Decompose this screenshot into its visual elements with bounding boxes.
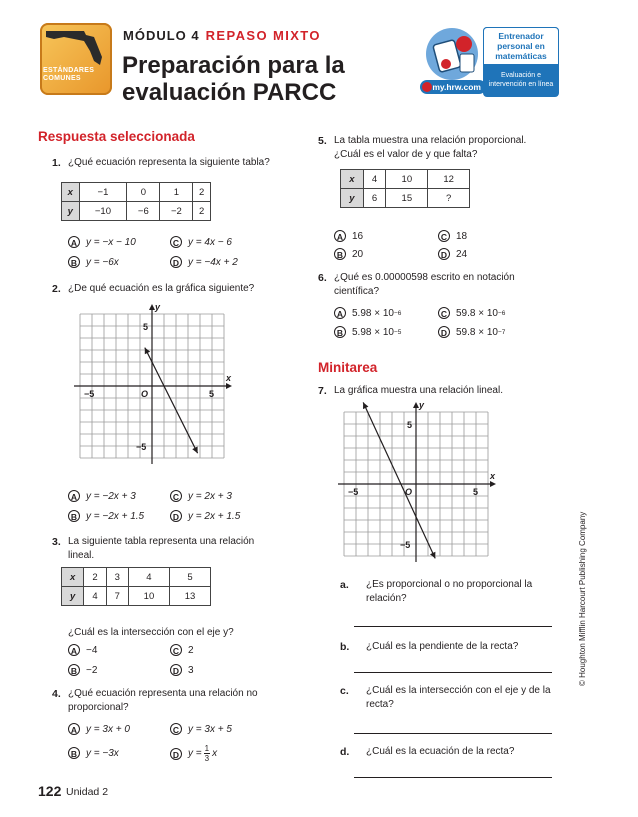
q3-cell: 3: [106, 568, 128, 587]
option-text: 5.98 × 10: [352, 326, 394, 338]
option-text: y = −6x: [86, 256, 119, 268]
x-axis-arrow: [490, 481, 496, 487]
q7d-text: ¿Cuál es la ecuación de la recta?: [366, 746, 515, 757]
q1-cell: 1: [160, 183, 193, 202]
option-text: y = 3x + 5: [188, 723, 232, 735]
trainer-title-3: matemáticas: [495, 51, 547, 61]
q6-option-c[interactable]: C 59.8 × 10 −6: [438, 307, 505, 319]
origin-label: O: [141, 389, 149, 399]
q3-question: ¿Cuál es la intersección con el eje y?: [68, 627, 234, 638]
q7b-text: ¿Cuál es la pendiente de la recta?: [366, 641, 519, 652]
x-axis-label: x: [226, 373, 232, 383]
q6-text: ¿Qué es 0.00000598 escrito en notación científica?: [334, 272, 515, 297]
q2-option-d[interactable]: D y = 2x + 1.5: [170, 510, 240, 522]
option-text: y = −2x + 3: [86, 490, 136, 502]
q1-table: [61, 182, 211, 221]
title-line-1: Preparación para la: [122, 52, 345, 79]
q3-option-c[interactable]: C 2: [170, 644, 194, 656]
q4-number: 4.: [52, 688, 61, 700]
q1-cell: −6: [127, 202, 160, 221]
q5-text: La tabla muestra una relación proporcional. ¿Cuál es el valor de y que falta?: [334, 135, 527, 160]
y-tick-neg5: −5: [136, 442, 147, 452]
q3-table-x-header: x: [62, 568, 84, 587]
section-title-minitarea: Minitarea: [318, 360, 378, 375]
q1-text: ¿Qué ecuación representa la siguiente tabla?: [68, 157, 270, 168]
q3-cell: 5: [169, 568, 210, 587]
q3-cell: 7: [106, 587, 128, 606]
q4-option-b[interactable]: B y = −3x: [68, 747, 119, 759]
math-trainer-illustration-icon: [424, 24, 484, 82]
hrw-link[interactable]: [420, 80, 486, 94]
q2-option-a[interactable]: A y = −2x + 3: [68, 490, 136, 502]
common-standards-logo: [40, 23, 112, 95]
y-tick-5: 5: [143, 322, 149, 332]
q5-table-y-header: y: [341, 189, 364, 208]
option-text: 24: [456, 248, 468, 260]
q1-cell: −2: [160, 202, 193, 221]
option-text: −4: [86, 644, 98, 656]
option-text: 16: [352, 230, 364, 242]
module-number: MÓDULO 4: [123, 28, 200, 43]
trainer-box: [483, 27, 559, 97]
option-text: y = −4x + 2: [188, 256, 238, 268]
option-text: 18: [456, 230, 468, 242]
copyright-notice: © Houghton Mifflin Harcourt Publishing Company: [578, 511, 587, 686]
q1-table-x-header: x: [62, 183, 80, 202]
q5-option-a[interactable]: A 16: [334, 230, 363, 242]
q5-number: 5.: [318, 135, 327, 147]
q3-table-y-header: y: [62, 587, 84, 606]
q7a-letter: a.: [340, 579, 349, 591]
q3-cell: 4: [84, 587, 106, 606]
x-tick-5: 5: [473, 487, 479, 497]
q1-option-b[interactable]: B y = −6x: [68, 256, 119, 268]
q7c-answer-line[interactable]: [354, 733, 552, 734]
q1-number: 1.: [52, 157, 61, 169]
trainer-title-1: Entrenador: [498, 31, 544, 41]
option-text: y = −x − 10: [86, 236, 136, 248]
q2-text: ¿De qué ecuación es la gráfica siguiente?: [68, 283, 255, 294]
option-text: y =: [188, 748, 202, 759]
option-text: y = 3x + 0: [86, 723, 130, 735]
q5-option-b[interactable]: B 20: [334, 248, 363, 260]
q2-option-b[interactable]: B y = −2x + 1.5: [68, 510, 144, 522]
q5-cell: 15: [386, 189, 428, 208]
option-text: 20: [352, 248, 364, 260]
origin-label: O: [405, 487, 413, 497]
q3-option-d[interactable]: D 3: [170, 664, 194, 676]
logo-label-1: ESTÁNDARES: [43, 67, 95, 74]
option-text: 59.8 × 10: [456, 326, 498, 338]
q7d-answer-line[interactable]: [354, 777, 552, 778]
hrw-logo-icon: [422, 82, 432, 92]
q5-option-c[interactable]: C 18: [438, 230, 467, 242]
hrw-site-label: my.hrw.com: [432, 82, 481, 92]
unit-label: Unidad 2: [66, 786, 109, 798]
q3-table: [61, 567, 211, 606]
option-text: y = 4x − 6: [188, 236, 232, 248]
q7-graph: [330, 398, 504, 574]
y-tick-neg5: −5: [400, 540, 411, 550]
q3-cell: 2: [84, 568, 106, 587]
q7a-text: ¿Es proporcional o no proporcional la relación?: [366, 579, 533, 604]
option-text: y = −2x + 1.5: [86, 510, 145, 522]
q1-cell: 0: [127, 183, 160, 202]
q4-option-d[interactable]: D y = $\frac{1}{3}$ x: [170, 744, 217, 763]
q3-option-b[interactable]: B −2: [68, 664, 97, 676]
graph-line: [363, 402, 435, 558]
q1-cell: −1: [79, 183, 127, 202]
q3-option-a[interactable]: A −4: [68, 644, 97, 656]
q7c-letter: c.: [340, 685, 349, 697]
q1-cell: 2: [193, 202, 211, 221]
q4-option-a[interactable]: A y = 3x + 0: [68, 723, 130, 735]
q1-cell: 2: [193, 183, 211, 202]
q4-option-c[interactable]: C y = 3x + 5: [170, 723, 232, 735]
q7b-letter: b.: [340, 641, 350, 653]
q3-number: 3.: [52, 536, 61, 548]
q5-cell: 4: [363, 170, 386, 189]
q5-table-x-header: x: [341, 170, 364, 189]
q2-option-c[interactable]: C y = 2x + 3: [170, 490, 232, 502]
q1-cell: −10: [79, 202, 127, 221]
x-tick-5: 5: [209, 389, 215, 399]
q3-cell: 4: [128, 568, 169, 587]
q7-text: La gráfica muestra una relación lineal.: [334, 385, 503, 396]
page-number: 122: [38, 783, 62, 799]
page-title: [122, 52, 345, 106]
q6-option-a[interactable]: A 5.98 × 10 −6: [334, 307, 401, 319]
x-tick-neg5: −5: [84, 389, 95, 399]
q7b-answer-line[interactable]: [354, 672, 552, 673]
trainer-sub-2: intervención en línea: [488, 81, 554, 88]
option-text: −2: [86, 664, 98, 676]
option-text: 2: [188, 644, 194, 656]
x-axis-label: x: [490, 471, 496, 481]
q5-cell: ?: [428, 189, 470, 208]
q5-table: [340, 169, 470, 208]
trainer-sub-1: Evaluación e: [500, 72, 542, 79]
q1-option-a[interactable]: A y = −x − 10: [68, 236, 136, 248]
option-text: y = 2x + 1.5: [188, 510, 241, 522]
title-line-2: evaluación PARCC: [122, 79, 337, 106]
q7-number: 7.: [318, 385, 327, 397]
option-text: y = −3x: [86, 747, 119, 759]
graph-line: [145, 348, 198, 454]
x-tick-neg5: −5: [348, 487, 359, 497]
x-axis-arrow: [226, 383, 232, 389]
q3-text: La siguiente tabla representa una relación lineal.: [68, 536, 255, 561]
q5-cell: 6: [363, 189, 386, 208]
q2-number: 2.: [52, 283, 61, 295]
q6-option-d[interactable]: D 59.8 × 10 −7: [438, 326, 505, 338]
logo-label-2: COMUNES: [43, 75, 81, 82]
option-text: y = 2x + 3: [188, 490, 232, 502]
q1-option-d[interactable]: D y = −4x + 2: [170, 256, 238, 268]
y-axis-label: y: [419, 400, 425, 410]
q4-text: ¿Qué ecuación representa una relación no proporcional?: [68, 688, 258, 713]
q3-cell: 13: [169, 587, 210, 606]
section-title-selected-response: Respuesta seleccionada: [38, 129, 195, 144]
q5-cell: 10: [386, 170, 428, 189]
q7c-text: ¿Cuál es la intersección con el eje y de la recta?: [366, 685, 551, 710]
q1-table-y-header: y: [62, 202, 80, 221]
q5-cell: 12: [428, 170, 470, 189]
module-label: [123, 28, 321, 43]
y-axis-label: y: [155, 302, 161, 312]
trainer-title-2: personal en: [497, 41, 545, 51]
q3-cell: 10: [128, 587, 169, 606]
option-text: 5.98 × 10: [352, 307, 394, 319]
q7d-letter: d.: [340, 746, 350, 758]
q2-graph: [66, 300, 240, 476]
q6-number: 6.: [318, 272, 327, 284]
option-text: 3: [188, 664, 194, 676]
y-tick-5: 5: [407, 420, 413, 430]
q6-option-b[interactable]: B 5.98 × 10 −5: [334, 326, 401, 338]
module-subtitle: REPASO MIXTO: [205, 28, 321, 43]
florida-map-icon: [44, 27, 108, 67]
fraction: $\frac{1}{3}$: [204, 744, 210, 763]
q1-option-c[interactable]: C y = 4x − 6: [170, 236, 232, 248]
q7a-answer-line[interactable]: [354, 626, 552, 627]
option-text: 59.8 × 10: [456, 307, 498, 319]
q5-option-d[interactable]: D 24: [438, 248, 467, 260]
